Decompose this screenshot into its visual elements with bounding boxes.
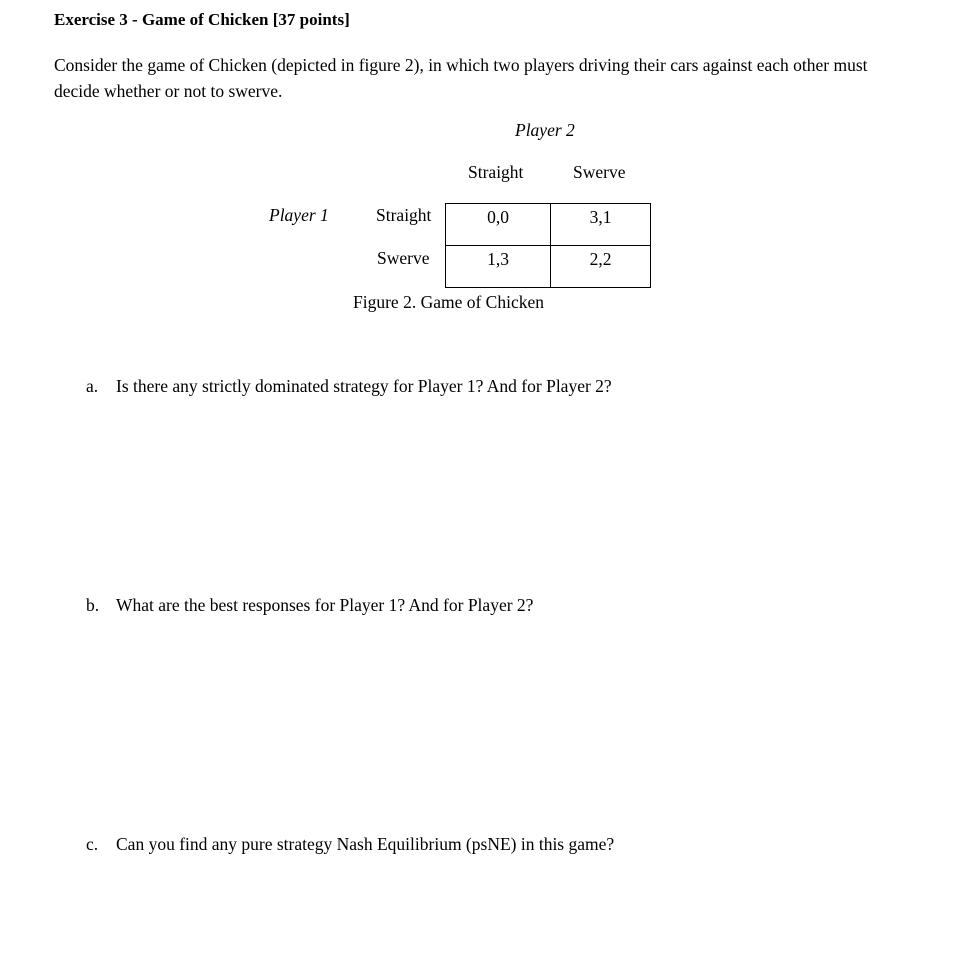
payoff-cell-straight-swerve: 3,1 [551, 204, 651, 246]
figure-caption: Figure 2. Game of Chicken [353, 292, 544, 312]
row-header-swerve: Swerve [377, 248, 430, 268]
payoff-matrix [445, 203, 651, 288]
payoff-row-swerve [446, 246, 651, 288]
payoff-cell-swerve-swerve: 2,2 [551, 246, 651, 288]
intro-paragraph: Consider the game of Chicken (depicted in figure 2), in which two players driving their cars against each other must decide whether or not to swerve. [54, 55, 868, 101]
payoff-cell-straight-straight: 0,0 [446, 204, 551, 246]
payoff-row-straight [446, 204, 651, 246]
player2-label: Player 2 [515, 120, 575, 140]
question-b-letter: b. [86, 595, 100, 615]
row-header-straight: Straight [376, 205, 432, 225]
payoff-cell-swerve-straight: 1,3 [446, 246, 551, 288]
question-b-text: What are the best responses for Player 1? And for Player 2? [116, 595, 534, 615]
player1-label: Player 1 [269, 205, 329, 225]
exercise-title: Exercise 3 - Game of Chicken [37 points] [54, 10, 350, 29]
column-header-swerve: Swerve [573, 162, 626, 182]
question-a-text: Is there any strictly dominated strategy for Player 1? And for Player 2? [116, 376, 612, 396]
column-header-straight: Straight [468, 162, 524, 182]
question-c-text: Can you find any pure strategy Nash Equilibrium (psNE) in this game? [116, 834, 615, 854]
question-a-letter: a. [86, 376, 99, 396]
question-c-letter: c. [86, 834, 99, 854]
